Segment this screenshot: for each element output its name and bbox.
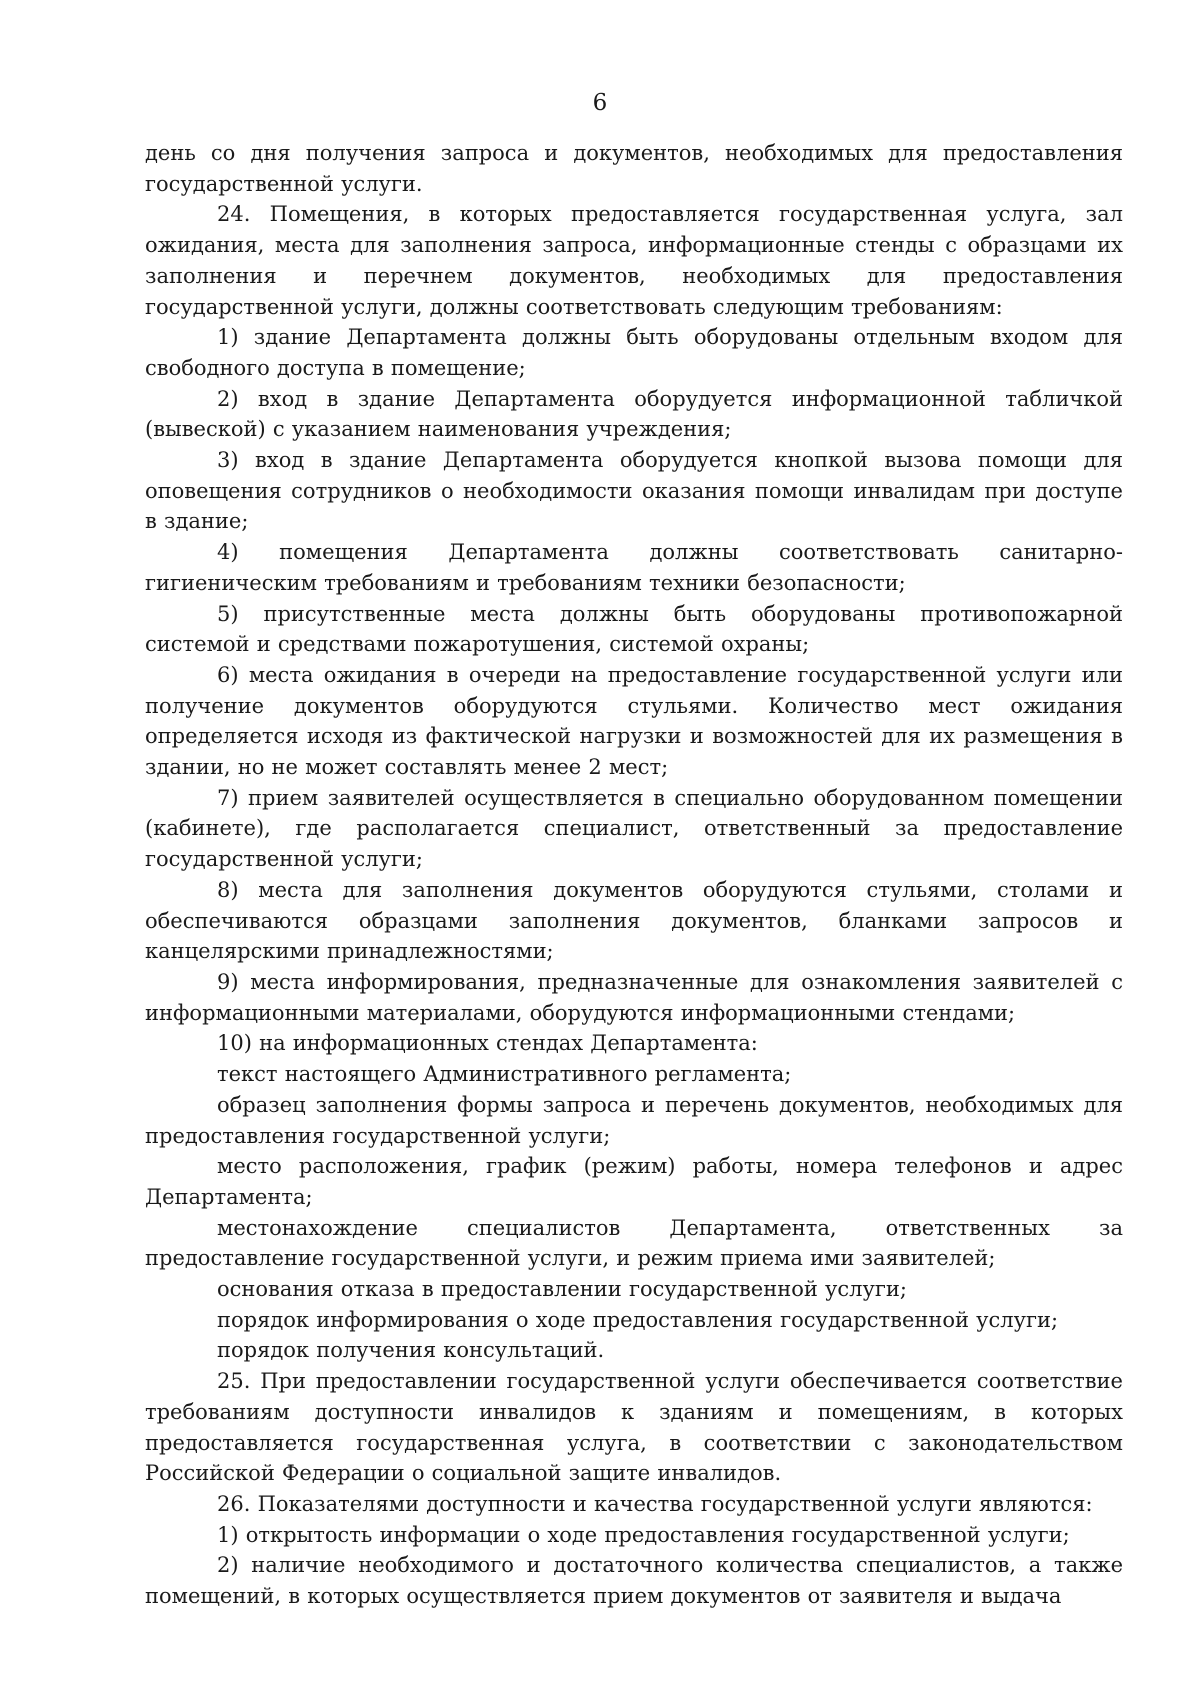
paragraph: порядок получения консультаций.: [217, 1338, 605, 1363]
paragraph: 24. Помещения, в которых предоставляется государственная услуга, зал ожидания, места для заполнения запроса, информационные стенды с образцами их заполнения и перечнем документов, необходимых для предоставления государственной услуги, должны соответствовать следующим требованиям:: [145, 202, 1123, 319]
paragraph: 5) присутственные места должны быть оборудованы противопожарной системой и средствами пожаротушения, системой охраны;: [145, 601, 1123, 657]
paragraph: 3) вход в здание Департамента оборудуется кнопкой вызова помощи для оповещения сотрудников о необходимости оказания помощи инвалидам при доступе в здание;: [145, 448, 1123, 534]
paragraph: 9) места информирования, предназначенные для ознакомления заявителей с информационными материалами, оборудуются информационными стендами;: [145, 969, 1123, 1025]
paragraph: порядок информирования о ходе предоставления государственной услуги;: [217, 1307, 1059, 1332]
paragraph: 1) открытость информации о ходе предоставления государственной услуги;: [217, 1522, 1070, 1547]
paragraph: день со дня получения запроса и документов, необходимых для предоставления государственной услуги.: [145, 141, 1123, 196]
paragraph: образец заполнения формы запроса и перечень документов, необходимых для предоставления государственной услуги;: [145, 1092, 1123, 1148]
paragraph: 2) вход в здание Департамента оборудуется информационной табличкой (вывеской) с указанием наименования учреждения;: [145, 386, 1123, 442]
paragraph: основания отказа в предоставлении государственной услуги;: [217, 1277, 907, 1302]
paragraph: 8) места для заполнения документов оборудуются стульями, столами и обеспечиваются образцами заполнения документов, бланками запросов и канцелярскими принадлежностями;: [145, 877, 1123, 964]
paragraph: 1) здание Департамента должны быть оборудованы отдельным входом для свободного доступа в помещение;: [145, 325, 1123, 380]
paragraph: 6) места ожидания в очереди на предоставление государственной услуги или получение документов оборудуются стульями. Количество мест ожидания определяется исходя из фактической нагрузки и возможностей для их размещения в здании, но не может составлять менее 2 мест;: [145, 662, 1123, 780]
document-body: [145, 138, 1123, 1612]
paragraph: местонахождение специалистов Департамента, ответственных за предоставление государственной услуги, и режим приема ими заявителей;: [145, 1215, 1123, 1271]
paragraph: 2) наличие необходимого и достаточного количества специалистов, а также помещений, в которых осуществляется прием документов от заявителя и выдача: [145, 1553, 1123, 1609]
paragraph: 10) на информационных стендах Департамента:: [217, 1031, 758, 1056]
page-number: 6: [592, 90, 608, 116]
paragraph: место расположения, график (режим) работы, номера телефонов и адрес Департамента;: [145, 1154, 1123, 1209]
paragraph: текст настоящего Административного регламента;: [217, 1062, 792, 1087]
paragraph: 25. При предоставлении государственной услуги обеспечивается соответствие требованиям доступности инвалидов к зданиям и помещениям, в которых предоставляется государственная услуга, в соответствии с законодательством Российской Федерации о социальной защите инвалидов.: [145, 1369, 1123, 1486]
paragraph: 26. Показателями доступности и качества государственной услуги являются:: [217, 1491, 1093, 1516]
paragraph: 7) прием заявителей осуществляется в специально оборудованном помещении (кабинете), где располагается специалист, ответственный за предоставление государственной услуги;: [145, 785, 1123, 872]
paragraph: 4) помещения Департамента должны соответствовать санитарно-гигиеническим требованиям и требованиям техники безопасности;: [145, 540, 1123, 595]
